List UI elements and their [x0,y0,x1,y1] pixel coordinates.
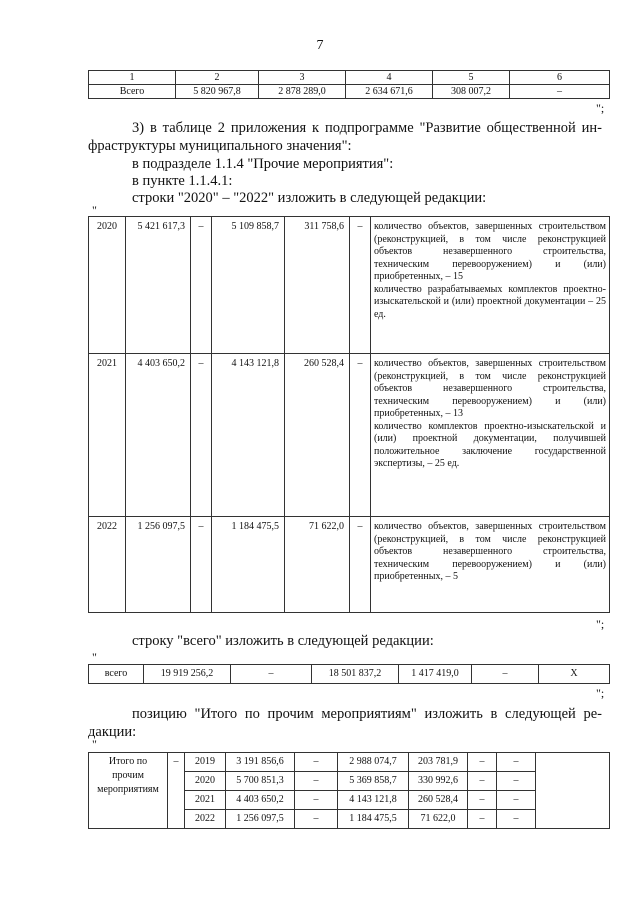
yearly-rows-table [88,216,610,613]
total-cell: 1 256 097,5 [126,517,191,613]
municipal-cell: 71 622,0 [409,810,468,829]
regional-cell: 1 184 475,5 [338,810,409,829]
closing-quote: "; [596,686,605,700]
year-cell: 2021 [89,354,126,517]
indicator-cell [536,753,610,829]
other-cell: – [350,517,371,613]
table-cell: – [472,665,539,684]
other-cell: – [497,772,536,791]
federal-cell: – [191,354,212,517]
table-cell: – [510,85,610,99]
table-header-row [89,71,610,85]
rows-instruction: строки "2020" – "2022" изложить в следующей редакции: [132,190,487,206]
amendment-paragraph: 3) в таблице 2 приложения к подпрограмме "Развитие общественной ин- [132,120,602,136]
closing-quote: "; [596,617,605,631]
federal-cell: – [295,753,338,772]
regional-cell: 5 369 858,7 [338,772,409,791]
amendment-paragraph-continued: фраструктуры муниципального значения": [88,138,352,154]
table-cell: – [231,665,312,684]
year-cell: 2022 [89,517,126,613]
table-row [89,85,610,99]
position-instruction: позицию "Итого по прочим мероприятиям" изложить в следующей ре- [132,706,602,722]
opening-quote: " [92,203,97,217]
year-cell: 2022 [185,810,226,829]
other-activities-total-table [88,752,610,829]
total-cell: 4 403 650,2 [226,791,295,810]
total-cell: 4 403 650,2 [126,354,191,517]
table-cell: Х [539,665,610,684]
opening-quote: " [92,650,97,664]
municipal-cell: 260 528,4 [409,791,468,810]
year-cell: 2020 [89,217,126,354]
table-cell: 308 007,2 [433,85,510,99]
regional-cell: 2 988 074,7 [338,753,409,772]
table-cell: Всего [89,85,176,99]
table-header-cell: 3 [259,71,346,85]
indicator-description: количество объектов, завершенных строительством (реконструкцией, в том числе реконструкцией объектов незавершенного строительства, техническим перевооружением) и (или) приобретенных, – 5 [371,517,610,613]
table-cell: 18 501 837,2 [312,665,399,684]
municipal-cell: 203 781,9 [409,753,468,772]
total-row-instruction: строку "всего" изложить в следующей редакции: [132,633,434,649]
other-cell: – [468,810,497,829]
year-cell: 2019 [185,753,226,772]
regional-cell: 4 143 121,8 [338,791,409,810]
table-cell: 19 919 256,2 [144,665,231,684]
other-cell: – [468,791,497,810]
page-number: 7 [316,38,324,53]
indicator-description: количество объектов, завершенных строительством (реконструкцией, в том числе реконструкцией объектов незавершенного строительства, техническим перевооружением) и (или) приобретенных, – 13 количество комплектов проектно-изыскательской и (или) проектной документации, получившей положительное заключение государственной экспертизы, – 25 ед. [371,354,610,517]
total-cell: 1 256 097,5 [226,810,295,829]
position-instruction-continued: дакции: [88,724,137,740]
municipal-cell: 330 992,6 [409,772,468,791]
table-cell: всего [89,665,144,684]
federal-cell: – [191,517,212,613]
other-cell: – [497,791,536,810]
summary-table [88,70,610,99]
other-cell: – [350,217,371,354]
municipal-cell: 71 622,0 [285,517,350,613]
total-row-table [88,664,610,684]
regional-cell: 4 143 121,8 [212,354,285,517]
position-label: Итого по прочим мероприятиям [89,753,168,829]
total-cell: 3 191 856,6 [226,753,295,772]
table-header-cell: 1 [89,71,176,85]
table-cell: 2 634 671,6 [346,85,433,99]
federal-cell: – [295,791,338,810]
federal-cell: – [295,772,338,791]
other-cell: – [468,753,497,772]
table-cell: 1 417 419,0 [399,665,472,684]
opening-quote: " [92,737,97,751]
total-cell: 5 700 851,3 [226,772,295,791]
table-header-cell: 5 [433,71,510,85]
regional-cell: 1 184 475,5 [212,517,285,613]
municipal-cell: 311 758,6 [285,217,350,354]
table-header-cell: 4 [346,71,433,85]
closing-quote: "; [596,101,605,115]
table-cell: 2 878 289,0 [259,85,346,99]
subsection-paragraph: в подразделе 1.1.4 "Прочие мероприятия": [132,156,394,172]
table-row [89,517,610,613]
federal-cell: – [295,810,338,829]
other-cell: – [497,810,536,829]
year-cell: 2020 [185,772,226,791]
table-row [89,217,610,354]
clause-paragraph: в пункте 1.1.4.1: [132,173,233,189]
table-header-cell: 6 [510,71,610,85]
indicator-description: количество объектов, завершенных строительством (реконструкцией, в том числе реконструкцией объектов незавершенного строительства, техническим перевооружением) и (или) приобретенных, – 15 количество разрабатываемых комплектов проектно-изыскательской и (или) проектной документации – 25 ед. [371,217,610,354]
other-cell: – [468,772,497,791]
other-cell: – [497,753,536,772]
position-dash: – [168,753,185,829]
table-cell: 5 820 967,8 [176,85,259,99]
other-cell: – [350,354,371,517]
municipal-cell: 260 528,4 [285,354,350,517]
federal-cell: – [191,217,212,354]
total-cell: 5 421 617,3 [126,217,191,354]
table-row [89,753,610,772]
table-row [89,665,610,684]
year-cell: 2021 [185,791,226,810]
regional-cell: 5 109 858,7 [212,217,285,354]
table-row [89,354,610,517]
table-header-cell: 2 [176,71,259,85]
